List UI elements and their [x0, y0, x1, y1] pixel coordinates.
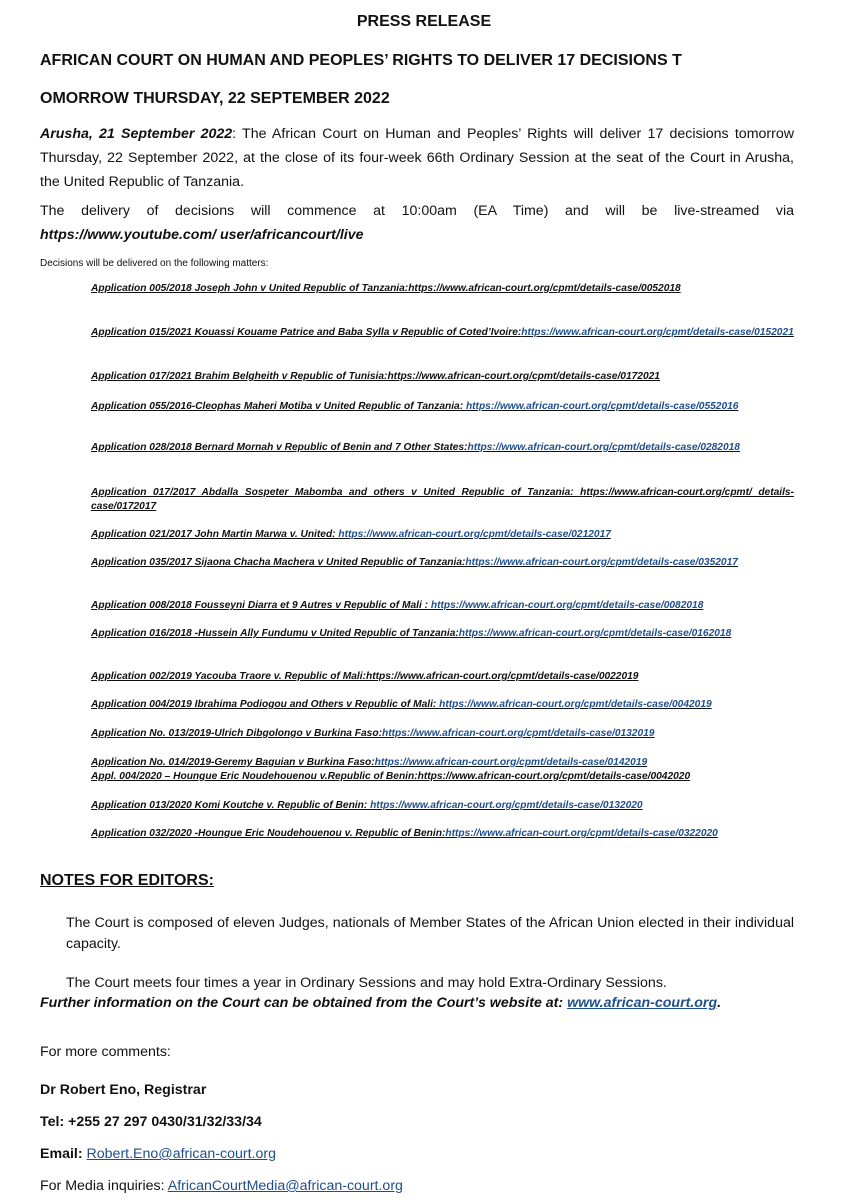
application-title: Appl. 004/2020 – Houngue Eric Noudehouenou v.Republic of Benin: [91, 771, 418, 782]
notes-heading [40, 872, 214, 890]
application-link[interactable]: https://www.african-court.org/cpmt/details-case/0142019 [374, 757, 648, 768]
application-item [91, 370, 794, 384]
stream-paragraph [40, 199, 794, 247]
application-item [91, 770, 794, 784]
application-item [91, 727, 794, 741]
media-contact-row [40, 1178, 403, 1194]
application-link[interactable]: https://www.african-court.org/cpmt/details-case/0322020 [445, 828, 718, 839]
page-title: PRESS RELEASE [356, 13, 492, 30]
application-link[interactable]: https://www.african-court.org/cpmt/ details-case/0172017 [91, 487, 794, 512]
stream-text: The delivery of decisions will commence at 10:00am (EA Time) and will be live-streamed via [40, 203, 794, 219]
notes-paragraph-1: The Court is composed of eleven Judges, nationals of Member States of the African Union elected in their individual capacity. [66, 915, 794, 952]
application-item [91, 756, 794, 770]
application-title: Application 021/2017 John Martin Marwa v. United: [91, 529, 336, 540]
application-link[interactable]: https://www.african-court.org/cpmt/details-case/0352017 [465, 557, 738, 568]
application-item [91, 827, 794, 841]
application-item [91, 400, 794, 414]
application-item [91, 326, 794, 340]
application-link[interactable]: https://www.african-court.org/cpmt/details-case/0282018 [467, 442, 740, 453]
application-link[interactable]: https://www.african-court.org/cpmt/details-case/0152021 [521, 327, 794, 338]
application-link[interactable]: https://www.african-court.org/cpmt/details-case/0162018 [458, 628, 732, 639]
court-website-link[interactable]: www.african-court.org [567, 995, 718, 1011]
email-link[interactable]: Robert.Eno@african-court.org [86, 1146, 276, 1162]
application-item [91, 282, 794, 296]
application-link[interactable]: https://www.african-court.org/cpmt/details-case/0022019 [365, 671, 639, 682]
headline-line-1: AFRICAN COURT ON HUMAN AND PEOPLES’ RIGHTS TO DELIVER 17 DECISIONS T [40, 52, 682, 69]
application-title: Application 017/2017 Abdalla Sospeter Mabomba and others v United Republic of Tanzania: [91, 487, 581, 498]
notes-paragraph-3 [40, 995, 721, 1011]
application-title: Application 028/2018 Bernard Mornah v Republic of Benin and 7 Other States: [91, 442, 468, 453]
application-item [91, 627, 794, 641]
stream-link[interactable]: https://www.youtube.com/ user/africancourt/live [40, 227, 364, 243]
application-title: Application 055/2016-Cleophas Maheri Motiba v United Republic of Tanzania: [91, 401, 466, 412]
application-title: Application 035/2017 Sijaona Chacha Machera v United Republic of Tanzania: [91, 557, 466, 568]
application-title: Application 002/2019 Yacouba Traore v. Republic of Mali: [91, 671, 366, 682]
application-item [91, 670, 794, 684]
application-link[interactable]: https://www.african-court.org/cpmt/details-case/0042019 [439, 699, 712, 710]
application-title: Application 008/2018 Fousseyni Diarra et 9 Autres v Republic of Mali : [91, 600, 431, 611]
contact-intro: For more comments: [40, 1044, 171, 1060]
contact-email-row [40, 1146, 276, 1162]
application-item [91, 486, 794, 514]
application-item [91, 599, 794, 613]
application-title: Application 013/2020 Komi Koutche v. Republic of Benin: [91, 800, 371, 811]
application-title: Application 005/2018 Joseph John v United Republic of Tanzania: [91, 283, 409, 294]
application-link[interactable]: https://www.african-court.org/cpmt/details-case/0042020 [417, 771, 691, 782]
contact-tel: Tel: +255 27 297 0430/31/32/33/34 [40, 1114, 262, 1130]
application-link[interactable]: https://www.african-court.org/cpmt/details-case/0082018 [430, 600, 704, 611]
application-item [91, 528, 794, 542]
application-link[interactable]: https://www.african-court.org/cpmt/details-case/0132020 [370, 800, 643, 811]
application-title: Application No. 013/2019-Ulrich Dibgolongo v Burkina Faso: [91, 728, 382, 739]
notes-p3-end: . [717, 995, 722, 1011]
media-email-link[interactable]: AfricanCourtMedia@african-court.org [167, 1178, 403, 1194]
notes-heading-colon: : [208, 872, 214, 889]
decisions-intro: Decisions will be delivered on the following matters: [40, 258, 269, 269]
intro-paragraph [40, 122, 794, 194]
application-link[interactable]: https://www.african-court.org/cpmt/details-case/0552016 [465, 401, 739, 412]
notes-p3-text: Further information on the Court can be obtained from the Court’s website at: [40, 995, 568, 1011]
application-item [91, 799, 794, 813]
application-link[interactable]: https://www.african-court.org/cpmt/details-case/0132019 [381, 728, 655, 739]
application-item [91, 441, 794, 455]
media-label: For Media inquiries: [40, 1178, 168, 1194]
application-title: Application 032/2020 -Houngue Eric Noudehouenou v. Republic of Benin: [91, 828, 446, 839]
notes-heading-text: NOTES FOR EDITORS [40, 872, 209, 889]
email-label: Email: [40, 1146, 87, 1162]
intro-text: : The African Court on Human and Peoples’ Rights will deliver 17 decisions tomorrow Thursday, 22 September 2022, at the close of its four-week 66th Ordinary Session at the seat of the Court in Arusha, the United Republic of Tanzania. [40, 126, 794, 190]
application-item [91, 556, 794, 570]
application-title: Application 004/2019 Ibrahima Podiogou and Others v Republic of Mali: [91, 699, 440, 710]
dateline: Arusha, 21 September 2022 [40, 126, 233, 142]
application-link[interactable]: https://www.african-court.org/cpmt/details-case/0172021 [387, 371, 660, 382]
contact-name: Dr Robert Eno, Registrar [40, 1082, 207, 1098]
application-title: Application 016/2018 -Hussein Ally Fundumu v United Republic of Tanzania: [91, 628, 459, 639]
headline-line-2: OMORROW THURSDAY, 22 SEPTEMBER 2022 [40, 90, 390, 107]
application-title: Application 015/2021 Kouassi Kouame Patrice and Baba Sylla v Republic of Coted’Ivoire: [91, 327, 522, 338]
application-item [91, 698, 794, 712]
application-title: Application No. 014/2019-Geremy Baguian v Burkina Faso: [91, 757, 375, 768]
application-link[interactable]: https://www.african-court.org/cpmt/details-case/0052018 [408, 283, 681, 294]
notes-paragraph-2: The Court meets four times a year in Ordinary Sessions and may hold Extra-Ordinary Sessions. [66, 975, 667, 991]
application-title: Application 017/2021 Brahim Belgheith v Republic of Tunisia: [91, 371, 388, 382]
application-link[interactable]: https://www.african-court.org/cpmt/details-case/0212017 [335, 529, 611, 540]
